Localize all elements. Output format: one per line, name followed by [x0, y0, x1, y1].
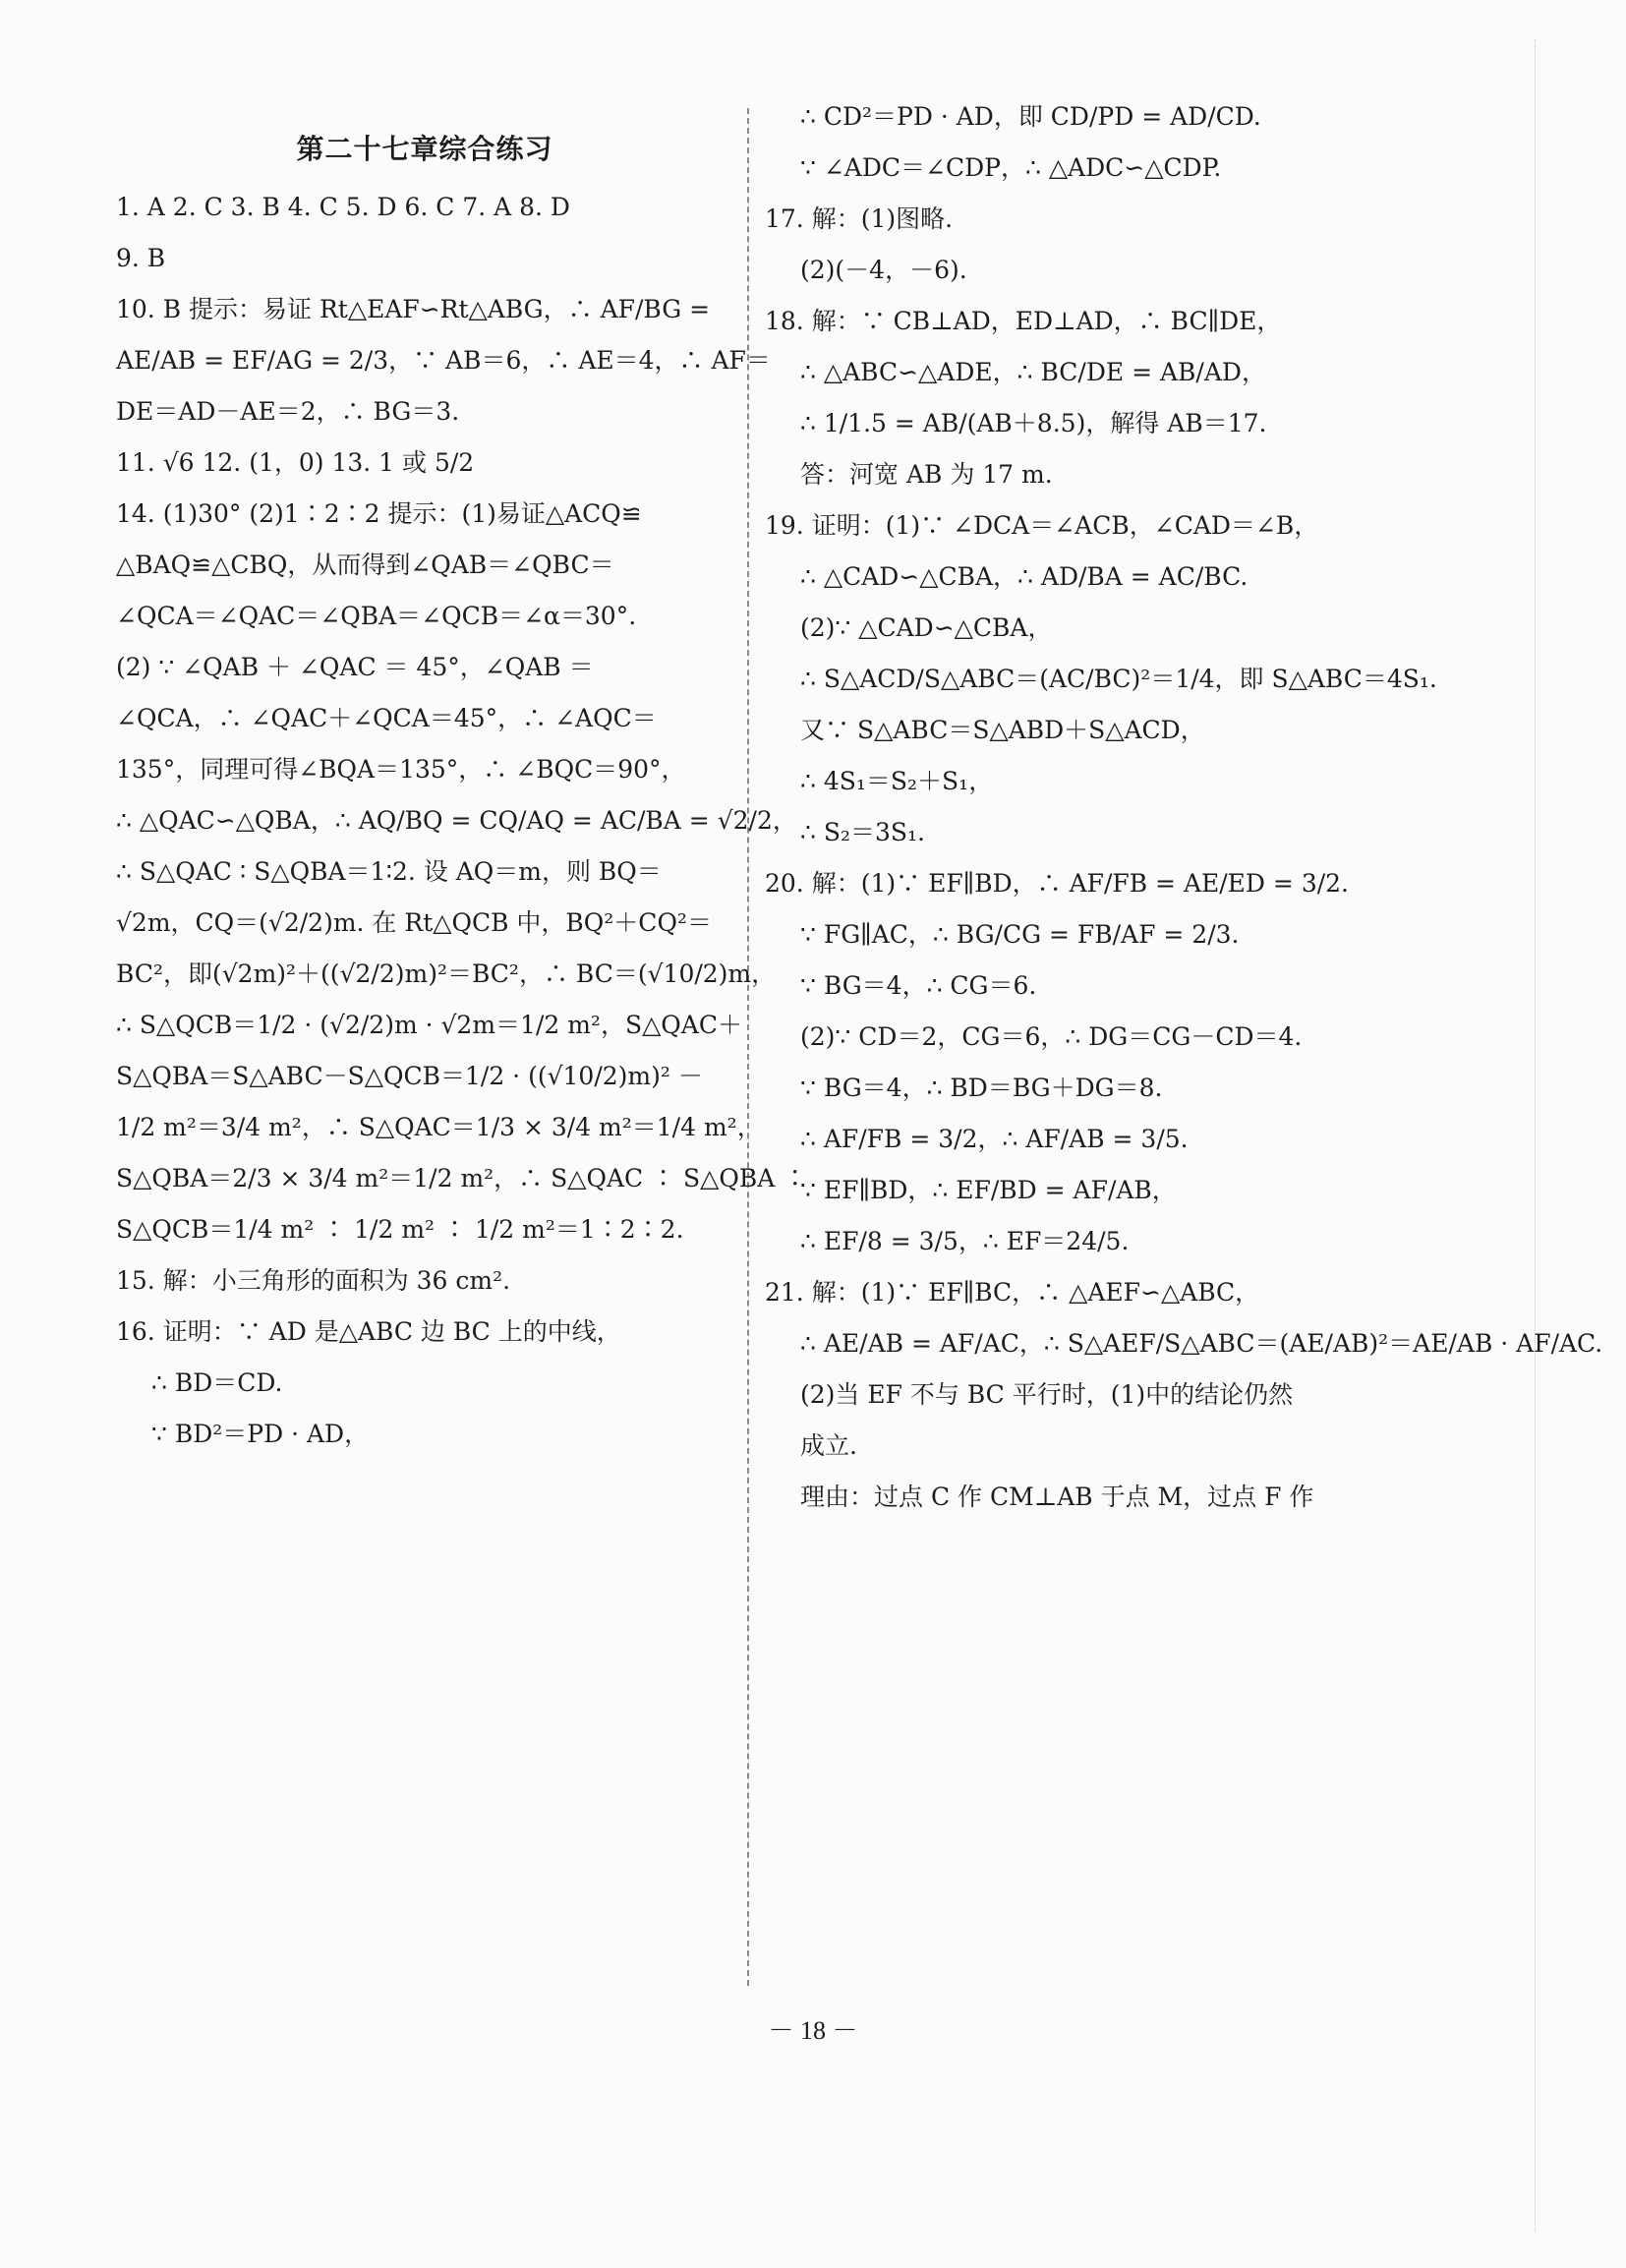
answer-line: S△QBA＝2/3 × 3/4 m²＝1/2 m²，∴ S△QAC ∶ S△QBA ∶ — [116, 1164, 808, 1192]
answer-line: 9. B — [116, 244, 166, 272]
left-column — [116, 98, 808, 1467]
answer-line: ∵ BG＝4，∴ CG＝6. — [800, 971, 1037, 1000]
answer-line: ∵ EF∥BD，∴ EF/BD = AF/AB， — [800, 1176, 1177, 1204]
answer-line: 18. 解：∵ CB⊥AD，ED⊥AD，∴ BC∥DE， — [765, 307, 1282, 335]
answer-line: 1/2 m²＝3/4 m²，∴ S△QAC＝1/3 × 3/4 m²＝1/4 m²， — [116, 1113, 762, 1141]
answer-line: ∴ AF/FB = 3/2，∴ AF/AB = 3/5. — [800, 1125, 1189, 1153]
answer-line: ∠QCA，∴ ∠QAC＋∠QCA＝45°，∴ ∠AQC＝ — [116, 704, 657, 732]
answer-line: S△QBA＝S△ABC－S△QCB＝1/2 · ((√10/2)m)² － — [116, 1062, 703, 1090]
chapter-title: 第二十七章综合练习 — [296, 133, 553, 165]
answer-line: ∵ BD²＝PD · AD， — [151, 1420, 370, 1448]
answer-line: ∴ S△QCB＝1/2 · (√2/2)m · √2m＝1/2 m²，S△QAC＋ — [116, 1011, 742, 1039]
answer-line: 成立. — [800, 1431, 857, 1460]
answer-line: 10. B 提示：易证 Rt△EAF∽Rt△ABG，∴ AF/BG = — [116, 295, 711, 323]
answer-line: ∴ BD＝CD. — [151, 1368, 283, 1397]
answer-line: 19. 证明：(1)∵ ∠DCA＝∠ACB，∠CAD＝∠B， — [765, 511, 1319, 540]
answer-line: (2)当 EF 不与 BC 平行时，(1)中的结论仍然 — [800, 1380, 1294, 1409]
answer-line: ∴ EF/8 = 3/5，∴ EF＝24/5. — [800, 1227, 1130, 1255]
answer-line: 21. 解：(1)∵ EF∥BC，∴ △AEF∽△ABC， — [765, 1278, 1260, 1307]
page-edge-line — [1535, 39, 1536, 2232]
answer-line: AE/AB = EF/AG = 2/3，∵ AB＝6，∴ AE＝4，∴ AF＝ — [116, 346, 771, 375]
answer-line: 11. √6 12. (1，0) 13. 1 或 5/2 — [116, 448, 475, 477]
right-column — [765, 98, 1603, 1530]
answer-line: 15. 解：小三角形的面积为 36 cm². — [116, 1266, 511, 1295]
answer-line: ∴ AE/AB = AF/AC，∴ S△AEF/S△ABC＝(AE/AB)²＝AE/AB · AF/AC. — [800, 1329, 1603, 1358]
answer-line: 20. 解：(1)∵ EF∥BD，∴ AF/FB = AE/ED = 3/2. — [765, 869, 1349, 898]
answer-line: △BAQ≌△CBQ，从而得到∠QAB＝∠QBC＝ — [116, 551, 614, 579]
answer-line: (2) ∵ ∠QAB ＋ ∠QAC ＝ 45°，∠QAB ＝ — [116, 653, 594, 681]
answer-line: ∴ 4S₁＝S₂＋S₁， — [800, 767, 994, 795]
answer-line: ∴ CD²＝PD · AD，即 CD/PD = AD/CD. — [800, 102, 1261, 131]
answer-line: ∴ △CAD∽△CBA，∴ AD/BA = AC/BC. — [800, 562, 1249, 591]
answer-line: (2)∵ △CAD∽△CBA， — [800, 613, 1053, 642]
answer-line: √2m，CQ＝(√2/2)m. 在 Rt△QCB 中，BQ²＋CQ²＝ — [116, 908, 712, 937]
answer-line: ∴ 1/1.5 = AB/(AB＋8.5)，解得 AB＝17. — [800, 409, 1267, 437]
answer-line: ∴ S₂＝3S₁. — [800, 818, 926, 846]
answer-line: ∵ ∠ADC＝∠CDP，∴ △ADC∽△CDP. — [800, 153, 1222, 182]
page-number: － 18 － — [768, 2016, 858, 2045]
answer-line: (2)(－4，－6). — [800, 256, 967, 284]
answer-line: ∴ △QAC∽△QBA，∴ AQ/BQ = CQ/AQ = AC/BA = √2/2， — [116, 806, 797, 835]
answer-line: DE＝AD－AE＝2，∴ BG＝3. — [116, 397, 460, 426]
answer-line: (2)∵ CD＝2，CG＝6，∴ DG＝CG－CD＝4. — [800, 1022, 1303, 1051]
answer-line: ∴ S△ACD/S△ABC＝(AC/BC)²＝1/4，即 S△ABC＝4S₁. — [800, 665, 1437, 693]
answer-line: ∴ S△QAC ∶ S△QBA＝1∶2. 设 AQ＝m，则 BQ＝ — [116, 857, 662, 886]
answer-line: 理由：过点 C 作 CM⊥AB 于点 M，过点 F 作 — [800, 1483, 1314, 1511]
answer-line: ∠QCA＝∠QAC＝∠QBA＝∠QCB＝∠α＝30°. — [116, 602, 637, 630]
answer-line: S△QCB＝1/4 m² ∶ 1/2 m² ∶ 1/2 m²＝1∶2∶2. — [116, 1215, 684, 1244]
answer-line: 16. 证明：∵ AD 是△ABC 边 BC 上的中线， — [116, 1317, 621, 1346]
answer-line: ∴ △ABC∽△ADE，∴ BC/DE = AB/AD， — [800, 358, 1266, 386]
answer-line: 1. A 2. C 3. B 4. C 5. D 6. C 7. A 8. D — [116, 193, 570, 221]
answer-line: 14. (1)30° (2)1∶2∶2 提示：(1)易证△ACQ≌ — [116, 499, 642, 528]
answer-line: 17. 解：(1)图略. — [765, 204, 954, 233]
column-divider — [747, 108, 749, 1986]
answer-line: 135°，同理可得∠BQA＝135°，∴ ∠BQC＝90°， — [116, 755, 686, 784]
answer-line: ∵ FG∥AC，∴ BG/CG = FB/AF = 2/3. — [800, 920, 1240, 949]
answer-line: ∵ BG＝4，∴ BD＝BG＋DG＝8. — [800, 1074, 1163, 1102]
answer-line: BC²，即(√2m)²＋((√2/2)m)²＝BC²，∴ BC＝(√10/2)m， — [116, 960, 777, 988]
answer-line: 又∵ S△ABC＝S△ABD＋S△ACD， — [800, 716, 1205, 744]
answer-line: 答：河宽 AB 为 17 m. — [800, 460, 1053, 489]
